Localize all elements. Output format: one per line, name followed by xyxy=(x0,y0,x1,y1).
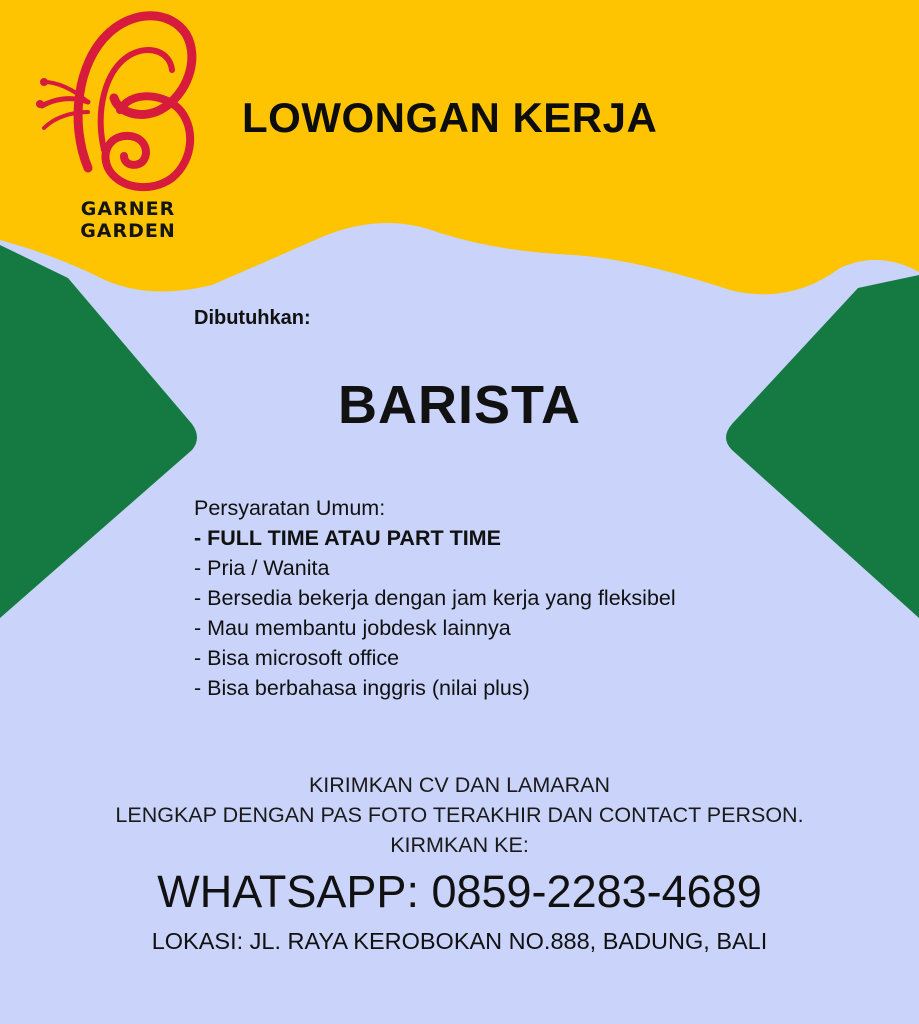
requirement-item: - Bersedia bekerja dengan jam kerja yang fleksibel xyxy=(194,586,676,610)
requirement-item: - Mau membantu jobdesk lainnya xyxy=(194,616,511,640)
brand-name: GARNER GARDEN xyxy=(80,198,176,242)
needed-label: Dibutuhkan: xyxy=(194,307,311,329)
requirement-item: - FULL TIME ATAU PART TIME xyxy=(194,526,501,550)
cta-line-1: KIRIMKAN CV DAN LAMARAN xyxy=(308,773,611,797)
requirements-list xyxy=(194,493,676,703)
requirements-heading: Persyaratan Umum: xyxy=(194,496,386,520)
cta-block xyxy=(0,770,919,860)
location-address: LOKASI: JL. RAYA KEROBOKAN NO.888, BADUNG, BALI xyxy=(151,928,768,954)
requirement-item: - Bisa berbahasa inggris (nilai plus) xyxy=(194,676,530,700)
cta-line-3: KIRMKAN KE: xyxy=(390,833,529,857)
position-title: BARISTA xyxy=(338,375,581,435)
requirement-item: - Pria / Wanita xyxy=(194,556,330,580)
page-title: LOWONGAN KERJA xyxy=(242,94,658,141)
cta-line-2: LENGKAP DENGAN PAS FOTO TERAKHIR DAN CONTACT PERSON. xyxy=(115,803,804,827)
requirement-item: - Bisa microsoft office xyxy=(194,646,400,670)
whatsapp-contact: WHATSAPP: 0859-2283-4689 xyxy=(157,866,762,917)
